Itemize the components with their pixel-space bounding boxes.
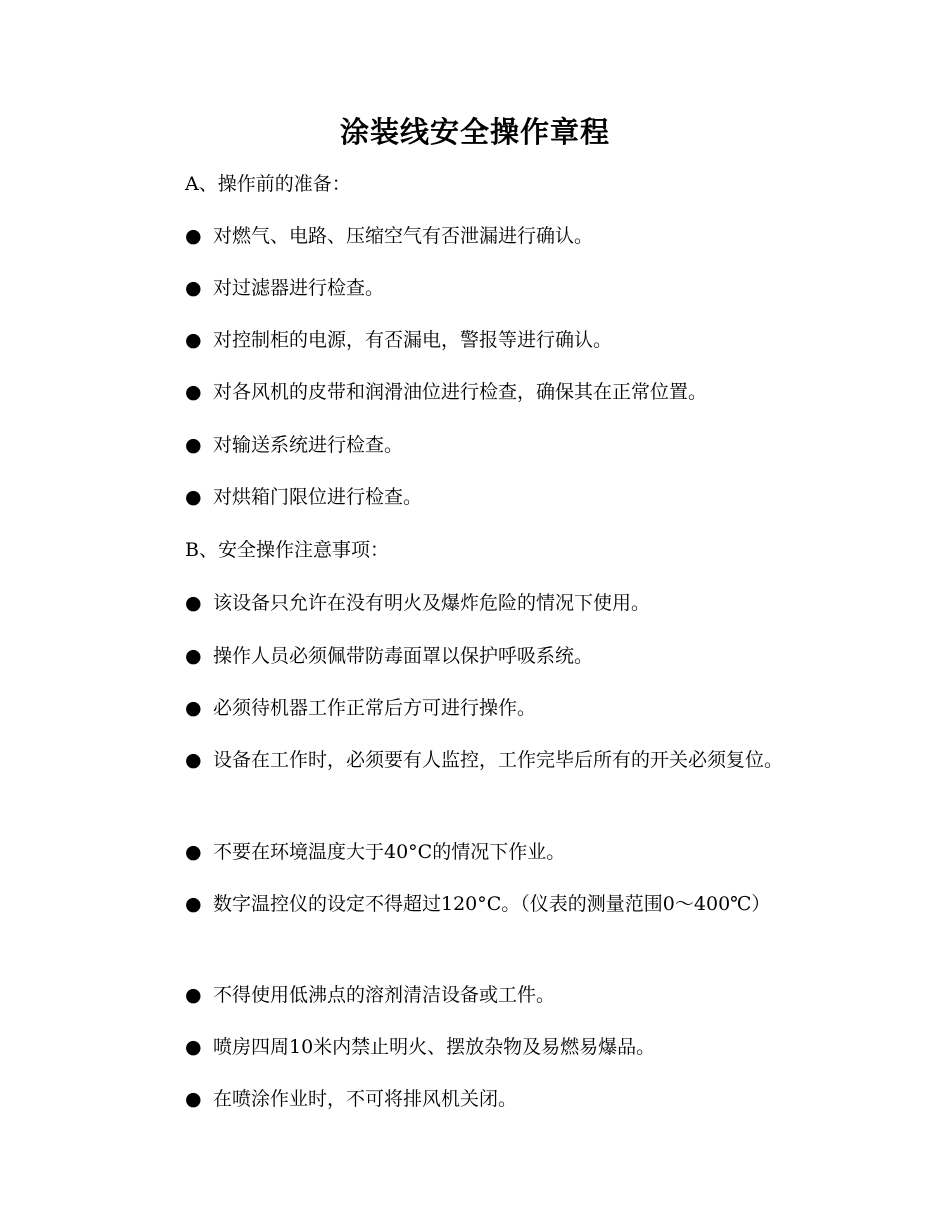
list-item-text: 对控制柜的电源，有否漏电，警报等进行确认。 — [213, 329, 613, 351]
list-item-text: 设备在工作时，必须要有人监控，工作完毕后所有的开关必须复位。 — [213, 749, 784, 771]
list-item-text: 该设备只允许在没有明火及爆炸危险的情况下使用。 — [213, 592, 651, 614]
bullet-icon: ● — [185, 645, 202, 667]
list-item-text: 喷房四周10米内禁止明火、摆放杂物及易燃易爆品。 — [213, 1036, 656, 1058]
list-item — [140, 832, 810, 872]
bullet-icon: ● — [185, 841, 202, 863]
list-item — [140, 477, 810, 517]
bullet-icon: ● — [185, 381, 202, 403]
list-item-text: 数字温控仪的设定不得超过120°C。（仪表的测量范围0～400℃） — [213, 893, 771, 915]
section-b-heading: B、安全操作注意事项： — [185, 539, 389, 561]
bullet-icon: ● — [185, 225, 202, 247]
bullet-icon: ● — [185, 697, 202, 719]
list-item-text: 对燃气、电路、压缩空气有否泄漏进行确认。 — [213, 225, 594, 247]
bullet-icon: ● — [185, 984, 202, 1006]
bullet-icon: ● — [185, 329, 202, 351]
list-item — [140, 216, 810, 256]
list-item-text: 不要在环境温度大于40°C的情况下作业。 — [213, 841, 566, 863]
document-title: 涂装线安全操作章程 — [339, 115, 610, 149]
list-item — [140, 425, 810, 465]
list-item — [140, 688, 810, 728]
list-item-text: 在喷涂作业时，不可将排风机关闭。 — [213, 1088, 518, 1110]
list-item — [140, 740, 810, 780]
list-item — [140, 1027, 810, 1067]
section-a-heading: A、操作前的准备： — [185, 173, 351, 195]
list-item — [140, 1079, 810, 1119]
list-item — [140, 320, 810, 360]
list-item-text: 对过滤器进行检查。 — [213, 277, 385, 299]
list-item — [140, 268, 810, 308]
list-item-text: 对输送系统进行检查。 — [213, 434, 404, 456]
bullet-icon: ● — [185, 592, 202, 614]
list-item-text: 操作人员必须佩带防毒面罩以保护呼吸系统。 — [213, 645, 594, 667]
bullet-icon: ● — [185, 486, 202, 508]
list-item-text: 必须待机器工作正常后方可进行操作。 — [213, 697, 537, 719]
list-item — [140, 636, 810, 676]
bullet-icon: ● — [185, 277, 202, 299]
list-item — [140, 884, 810, 924]
list-item — [140, 975, 810, 1015]
list-item — [140, 583, 810, 623]
list-item-text: 对各风机的皮带和润滑油位进行检查，确保其在正常位置。 — [213, 381, 708, 403]
bullet-icon: ● — [185, 893, 202, 915]
bullet-icon: ● — [185, 434, 202, 456]
list-item — [140, 372, 810, 412]
bullet-icon: ● — [185, 1088, 202, 1110]
bullet-icon: ● — [185, 749, 202, 771]
list-item-text: 不得使用低沸点的溶剂清洁设备或工件。 — [213, 984, 556, 1006]
list-item-text: 对烘箱门限位进行检查。 — [213, 486, 423, 508]
bullet-icon: ● — [185, 1036, 202, 1058]
